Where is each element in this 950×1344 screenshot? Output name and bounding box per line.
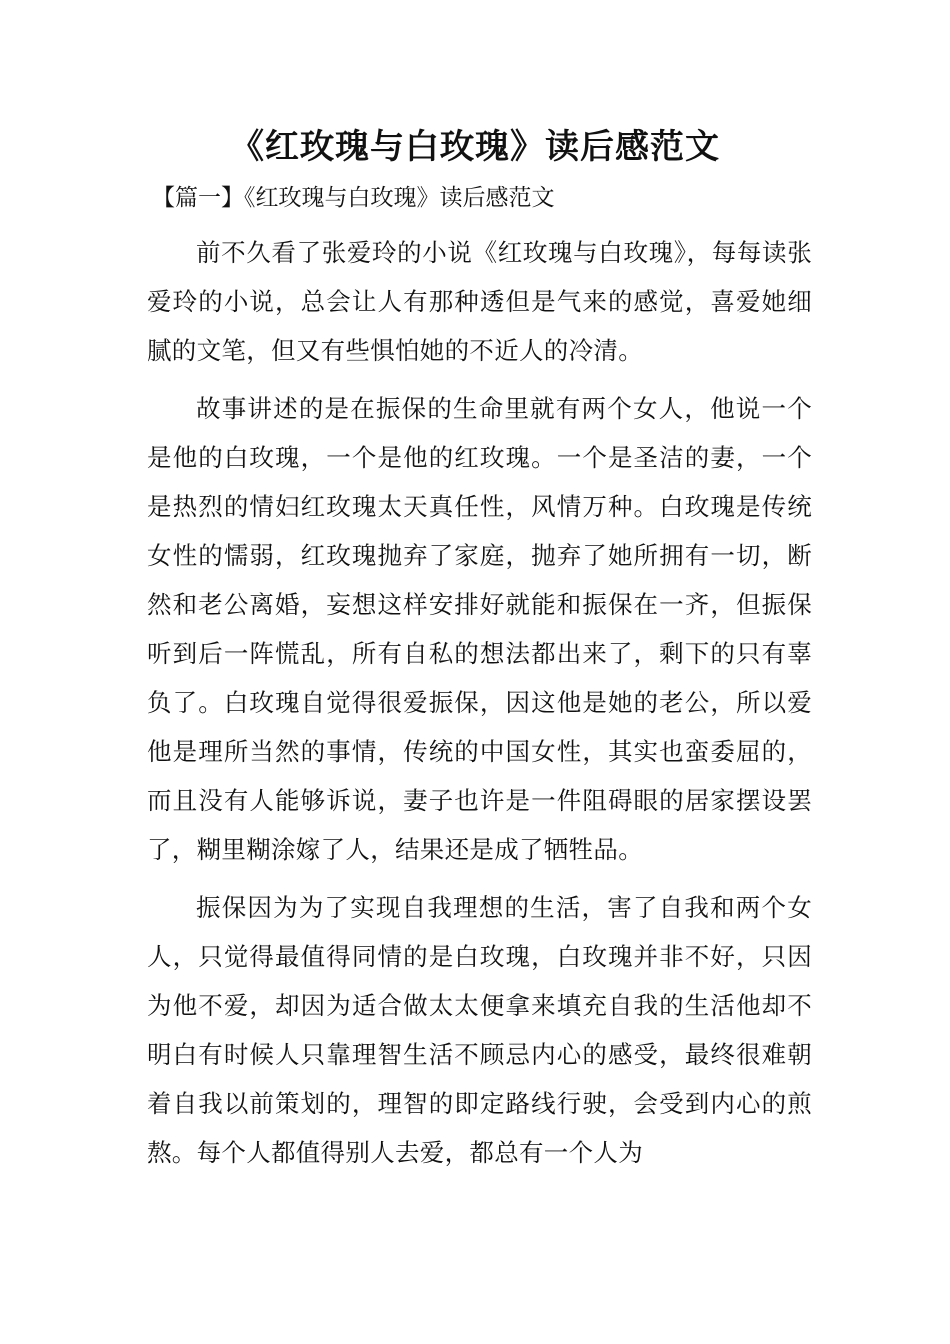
paragraph-2: 故事讲述的是在振保的生命里就有两个女人，他说一个是他的白玫瑰，一个是他的红玫瑰。一个是圣洁的妻，一个是热烈的情妇红玫瑰太天真任性，风情万种。白玫瑰是传统女性的懦弱，红玫瑰抛弃了家庭，抛弃了她所拥有一切，断然和老公离婚，妄想这样安排好就能和振保在一齐，但振保听到后一阵慌乱，所有自私的想法都出来了，剩下的只有辜负了。白玫瑰自觉得很爱振保，因这他是她的老公，所以爱他是理所当然的事情，传统的中国女性，其实也蛮委屈的，而且没有人能够诉说，妻子也许是一件阻碍眼的居家摆设罢了，糊里糊涂嫁了人，结果还是成了牺牲品。 (147, 394, 812, 864)
document-body (147, 228, 812, 1186)
paragraph-1: 前不久看了张爱玲的小说《红玫瑰与白玫瑰》，每每读张爱玲的小说，总会让人有那种透但是气来的感觉，喜爱她细腻的文笔，但又有些惧怕她的不近人的冷清。 (147, 238, 812, 365)
document-title: 《红玫瑰与白玫瑰》读后感范文 (230, 127, 720, 167)
section-heading: 【篇一】《红玫瑰与白玫瑰》读后感范文 (152, 185, 555, 211)
paragraph-3: 振保因为为了实现自我理想的生活，害了自我和两个女人，只觉得最值得同情的是白玫瑰，白玫瑰并非不好，只因为他不爱，却因为适合做太太便拿来填充自我的生活他却不明白有时候人只靠理智生活不顾忌内心的感受，最终很难朝着自我以前策划的，理智的即定路线行驶，会受到内心的煎熬。每个人都值得别人去爱，都总有一个人为 (147, 893, 812, 1167)
